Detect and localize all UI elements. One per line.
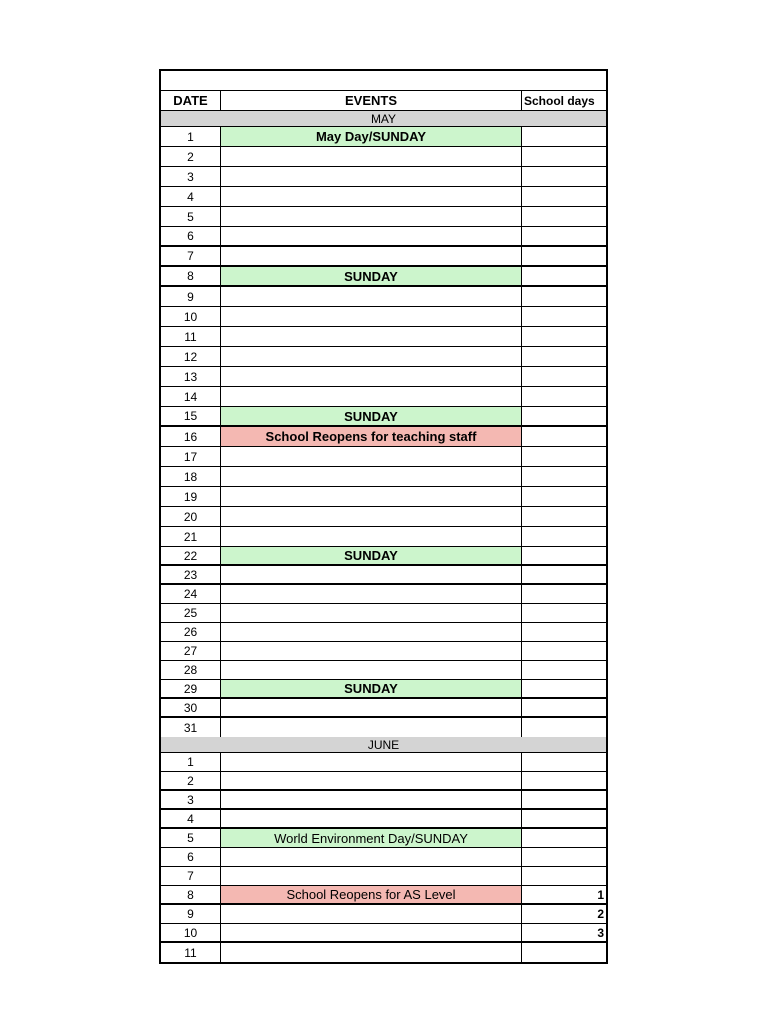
event-cell[interactable] — [221, 810, 522, 827]
school-days-cell[interactable]: 1 — [597, 887, 604, 902]
school-days-cell[interactable] — [522, 147, 606, 166]
event-cell[interactable] — [221, 867, 522, 885]
date-cell[interactable]: 1 — [161, 753, 221, 771]
school-days-cell[interactable] — [522, 207, 606, 226]
date-cell[interactable]: 11 — [161, 327, 221, 346]
event-cell[interactable] — [221, 585, 522, 603]
table-row — [161, 848, 606, 867]
event-cell[interactable] — [221, 566, 522, 583]
table-row — [161, 467, 606, 487]
school-days-cell[interactable] — [522, 387, 606, 406]
school-days-cell[interactable] — [522, 227, 606, 245]
event-cell[interactable]: SUNDAY — [221, 680, 522, 697]
date-cell[interactable]: 8 — [161, 267, 221, 285]
event-cell[interactable] — [221, 924, 522, 941]
date-cell[interactable]: 13 — [161, 367, 221, 386]
events-column-header: EVENTS — [221, 91, 522, 110]
header-row — [161, 91, 606, 111]
blank-top-row — [161, 71, 606, 91]
table-row — [161, 642, 606, 661]
date-cell[interactable]: 10 — [161, 924, 221, 941]
table-row — [161, 407, 606, 427]
table-row — [161, 447, 606, 467]
table-row — [161, 661, 606, 680]
date-cell[interactable]: 20 — [161, 507, 221, 526]
event-cell[interactable] — [221, 207, 522, 226]
school-days-cell[interactable] — [522, 604, 606, 622]
date-cell[interactable]: 21 — [161, 527, 221, 546]
school-days-cell[interactable] — [522, 287, 606, 306]
school-days-cell[interactable] — [522, 527, 606, 546]
school-days-cell[interactable] — [522, 547, 606, 564]
table-row — [161, 810, 606, 829]
event-cell[interactable] — [221, 772, 522, 789]
date-cell[interactable]: 3 — [161, 167, 221, 186]
table-row — [161, 623, 606, 642]
event-cell[interactable]: School Reopens for teaching staff — [221, 427, 522, 446]
date-cell[interactable]: 19 — [161, 487, 221, 506]
event-cell[interactable]: SUNDAY — [221, 267, 522, 285]
table-row — [161, 127, 606, 147]
event-cell[interactable] — [221, 147, 522, 166]
event-cell[interactable] — [221, 467, 522, 486]
school-days-cell[interactable] — [522, 247, 606, 265]
school-days-cell[interactable] — [522, 829, 606, 847]
school-days-cell[interactable] — [522, 127, 606, 146]
table-row — [161, 507, 606, 527]
date-cell[interactable]: 8 — [161, 886, 221, 903]
school-days-cell[interactable] — [522, 367, 606, 386]
date-cell[interactable]: 7 — [161, 867, 221, 885]
table-row — [161, 924, 606, 943]
event-cell[interactable] — [221, 307, 522, 326]
table-row — [161, 527, 606, 547]
event-cell[interactable] — [221, 943, 522, 962]
date-cell[interactable]: 18 — [161, 467, 221, 486]
table-row — [161, 943, 606, 962]
table-row — [161, 187, 606, 207]
june-rows — [161, 753, 606, 962]
event-cell[interactable] — [221, 718, 522, 737]
date-cell[interactable]: 25 — [161, 604, 221, 622]
table-row — [161, 347, 606, 367]
event-cell[interactable] — [221, 699, 522, 716]
school-days-cell[interactable] — [522, 753, 606, 771]
event-cell[interactable]: SUNDAY — [221, 547, 522, 564]
event-cell[interactable] — [221, 247, 522, 265]
event-cell[interactable] — [221, 848, 522, 866]
date-cell[interactable]: 22 — [161, 547, 221, 564]
date-cell[interactable]: 14 — [161, 387, 221, 406]
school-days-cell[interactable] — [522, 791, 606, 808]
event-cell[interactable]: May Day/SUNDAY — [221, 127, 522, 146]
event-cell[interactable] — [221, 227, 522, 245]
school-days-cell[interactable] — [522, 848, 606, 866]
table-row — [161, 207, 606, 227]
month-row-june — [161, 737, 606, 753]
date-cell[interactable]: 12 — [161, 347, 221, 366]
table-row — [161, 604, 606, 623]
school-days-cell[interactable] — [522, 680, 606, 697]
table-row — [161, 867, 606, 886]
school-days-cell[interactable] — [522, 487, 606, 506]
event-cell[interactable] — [221, 347, 522, 366]
table-row — [161, 327, 606, 347]
may-rows — [161, 127, 606, 737]
school-days-cell[interactable] — [522, 772, 606, 789]
date-cell[interactable]: 10 — [161, 307, 221, 326]
school-days-cell[interactable] — [522, 347, 606, 366]
date-cell[interactable]: 3 — [161, 791, 221, 808]
school-days-cell[interactable] — [522, 407, 606, 425]
date-column-header: DATE — [161, 91, 221, 110]
date-cell[interactable]: 17 — [161, 447, 221, 466]
school-days-cell[interactable]: 2 — [597, 907, 604, 921]
date-cell[interactable]: 6 — [161, 227, 221, 245]
school-days-cell[interactable] — [522, 623, 606, 641]
event-cell[interactable] — [221, 623, 522, 641]
event-cell[interactable] — [221, 791, 522, 808]
school-days-cell[interactable] — [522, 327, 606, 346]
date-cell[interactable]: 24 — [161, 585, 221, 603]
table-row — [161, 680, 606, 699]
table-row — [161, 387, 606, 407]
school-days-cell[interactable]: 3 — [597, 925, 604, 940]
date-cell[interactable]: 4 — [161, 810, 221, 827]
school-days-cell[interactable] — [522, 585, 606, 603]
table-row — [161, 367, 606, 387]
school-days-cell[interactable] — [522, 642, 606, 660]
event-cell[interactable] — [221, 387, 522, 406]
school-days-cell[interactable] — [522, 699, 606, 716]
date-cell[interactable]: 5 — [161, 207, 221, 226]
date-cell[interactable]: 6 — [161, 848, 221, 866]
date-cell[interactable]: 15 — [161, 407, 221, 425]
school-days-cell[interactable] — [522, 507, 606, 526]
table-row — [161, 718, 606, 737]
date-cell[interactable]: 16 — [161, 427, 221, 446]
table-row — [161, 585, 606, 604]
school-days-cell[interactable] — [522, 810, 606, 827]
table-row — [161, 487, 606, 507]
school-days-cell[interactable] — [522, 167, 606, 186]
school-days-cell[interactable] — [522, 187, 606, 206]
school-days-cell[interactable] — [522, 467, 606, 486]
table-row — [161, 167, 606, 187]
table-row — [161, 753, 606, 772]
event-cell[interactable]: SUNDAY — [221, 407, 522, 425]
event-cell[interactable] — [221, 367, 522, 386]
month-row-may — [161, 111, 606, 127]
event-cell[interactable] — [221, 187, 522, 206]
date-cell[interactable]: 30 — [161, 699, 221, 716]
event-cell[interactable] — [221, 661, 522, 679]
date-cell[interactable]: 9 — [161, 905, 221, 923]
table-row — [161, 307, 606, 327]
date-cell[interactable]: 28 — [161, 661, 221, 679]
date-cell[interactable]: 29 — [161, 680, 221, 697]
event-cell[interactable] — [221, 447, 522, 466]
date-cell[interactable]: 23 — [161, 566, 221, 583]
table-row — [161, 147, 606, 167]
date-cell[interactable]: 2 — [161, 772, 221, 789]
school-days-cell[interactable] — [522, 718, 606, 737]
event-cell[interactable] — [221, 327, 522, 346]
date-cell[interactable]: 7 — [161, 247, 221, 265]
school-days-cell[interactable] — [522, 427, 606, 446]
school-days-cell[interactable] — [522, 267, 606, 285]
school-days-cell[interactable] — [522, 447, 606, 466]
school-days-cell[interactable] — [522, 943, 606, 962]
event-cell[interactable]: World Environment Day/SUNDAY — [221, 829, 522, 847]
date-cell[interactable]: 27 — [161, 642, 221, 660]
event-cell[interactable] — [221, 753, 522, 771]
table-row — [161, 829, 606, 848]
date-cell[interactable]: 26 — [161, 623, 221, 641]
date-cell[interactable]: 9 — [161, 287, 221, 306]
table-row — [161, 547, 606, 566]
school-days-cell[interactable] — [522, 867, 606, 885]
table-row — [161, 886, 606, 905]
table-row — [161, 791, 606, 810]
school-days-cell[interactable] — [522, 566, 606, 583]
event-cell[interactable] — [221, 167, 522, 186]
event-cell[interactable] — [221, 487, 522, 506]
table-row — [161, 772, 606, 791]
school-days-cell[interactable] — [522, 307, 606, 326]
event-cell[interactable] — [221, 527, 522, 546]
date-cell[interactable]: 5 — [161, 829, 221, 847]
table-row — [161, 227, 606, 247]
table-row — [161, 566, 606, 585]
event-cell[interactable] — [221, 642, 522, 660]
calendar-sheet — [159, 69, 608, 964]
school-days-column-header: School days — [524, 93, 595, 108]
table-row — [161, 427, 606, 447]
event-cell[interactable] — [221, 604, 522, 622]
month-label: MAY — [161, 111, 606, 126]
event-cell[interactable] — [221, 507, 522, 526]
school-days-cell[interactable] — [522, 661, 606, 679]
date-cell[interactable]: 2 — [161, 147, 221, 166]
event-cell[interactable] — [221, 905, 522, 923]
table-row — [161, 267, 606, 287]
date-cell[interactable]: 11 — [161, 943, 221, 962]
date-cell[interactable]: 1 — [161, 127, 221, 146]
event-cell[interactable] — [221, 287, 522, 306]
month-label: JUNE — [161, 737, 606, 752]
date-cell[interactable]: 4 — [161, 187, 221, 206]
event-cell[interactable]: School Reopens for AS Level — [221, 886, 522, 903]
date-cell[interactable]: 31 — [161, 718, 221, 737]
table-row — [161, 247, 606, 267]
table-row — [161, 905, 606, 924]
table-row — [161, 699, 606, 718]
table-row — [161, 287, 606, 307]
